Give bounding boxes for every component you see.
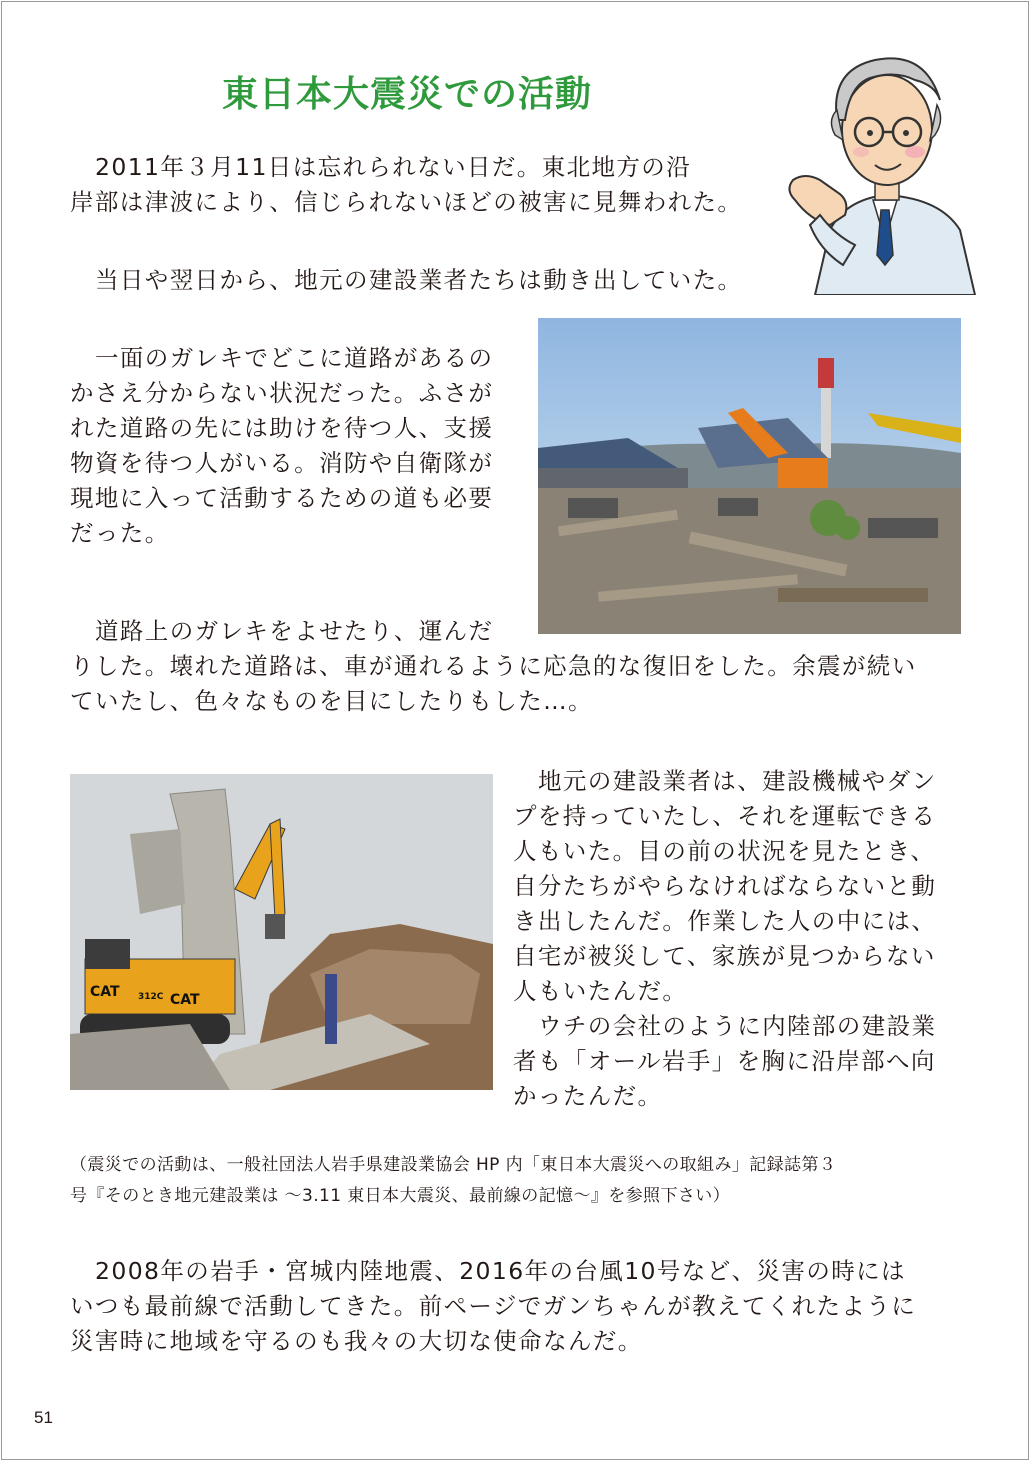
cat-logo-right: CAT	[170, 992, 200, 1008]
paragraph-5-line-3: 人もいた。目の前の状況を見たとき、	[513, 837, 936, 865]
paragraph-6-line-3: 災害時に地域を守るのも我々の大切な使命なんだ。	[70, 1327, 643, 1355]
paragraph-5-line-4: 自分たちがやらなければならないと動	[513, 872, 937, 900]
reference-note-line-2: 号『そのとき地元建設業は ～3.11 東日本大震災、最前線の記憶～』を参照下さい）	[70, 1186, 731, 1206]
paragraph-3-line-6: だった。	[70, 519, 170, 547]
paragraph-5-line-9: 者も「オール岩手」を胸に沿岸部へ向	[513, 1047, 936, 1075]
paragraph-5	[513, 764, 937, 1114]
paragraph-3-line-5: 現地に入って活動するための道も必要	[70, 484, 494, 512]
page-number: 51	[34, 1408, 53, 1427]
intro-line-2: 岸部は津波により、信じられないほどの被害に見舞われた。	[70, 188, 743, 216]
paragraph-2	[95, 263, 742, 298]
paragraph-5-line-10: かったんだ。	[513, 1082, 663, 1110]
paragraph-5-line-5: き出したんだ。作業した人の中には、	[513, 907, 937, 935]
paragraph-3-line-1: 一面のガレキでどこに道路があるの	[95, 344, 494, 372]
photo-debris-excavators	[538, 318, 961, 634]
paragraph-5-line-7: 人もいたんだ。	[513, 977, 688, 1005]
excavator-model-label: 312C	[138, 992, 164, 1002]
page-title: 東日本大震災での活動	[222, 74, 593, 115]
paragraph-3-line-4: 物資を待つ人がいる。消防や自衛隊が	[70, 449, 494, 477]
paragraph-4-line-1: 道路上のガレキをよせたり、運んだ	[95, 617, 494, 645]
intro-line-1: 2011年３月11日は忘れられない日だ。東北地方の沿	[95, 153, 692, 181]
paragraph-2-line-1: 当日や翌日から、地元の建設業者たちは動き出していた。	[95, 266, 743, 294]
intro-paragraph	[70, 150, 742, 220]
paragraph-3	[70, 341, 493, 551]
narrator-character-illustration	[775, 40, 995, 295]
reference-note-line-1: （震災での活動は、一般社団法人岩手県建設業協会 HP 内「東日本大震災への取組み」記録誌第３	[70, 1155, 837, 1175]
paragraph-5-line-2: プを持っていたし、それを運転できる	[513, 802, 937, 830]
paragraph-3-line-3: れた道路の先には助けを待つ人、支援	[70, 414, 494, 442]
paragraph-5-line-6: 自宅が被災して、家族が見つからない	[513, 942, 936, 970]
paragraph-4-line-2: りした。壊れた道路は、車が通れるように応急的な復旧をした。余震が続い	[70, 652, 917, 680]
reference-note	[70, 1150, 836, 1212]
paragraph-3-line-2: かさえ分からない状況だった。ふさが	[70, 379, 494, 407]
paragraph-6-line-2: いつも最前線で活動してきた。前ページでガンちゃんが教えてくれたように	[70, 1292, 917, 1320]
paragraph-4	[70, 614, 917, 719]
paragraph-5-line-1: 地元の建設業者は、建設機械やダン	[538, 767, 937, 795]
paragraph-4-line-3: ていたし、色々なものを目にしたりもした…。	[70, 687, 593, 715]
paragraph-5-line-8: ウチの会社のように内陸部の建設業	[538, 1012, 937, 1040]
paragraph-6-line-1: 2008年の岩手・宮城内陸地震、2016年の台風10号など、災害の時には	[95, 1257, 906, 1285]
cat-logo-left: CAT	[90, 984, 120, 1000]
photo-cat-excavator	[70, 774, 493, 1090]
paragraph-6	[70, 1254, 916, 1359]
